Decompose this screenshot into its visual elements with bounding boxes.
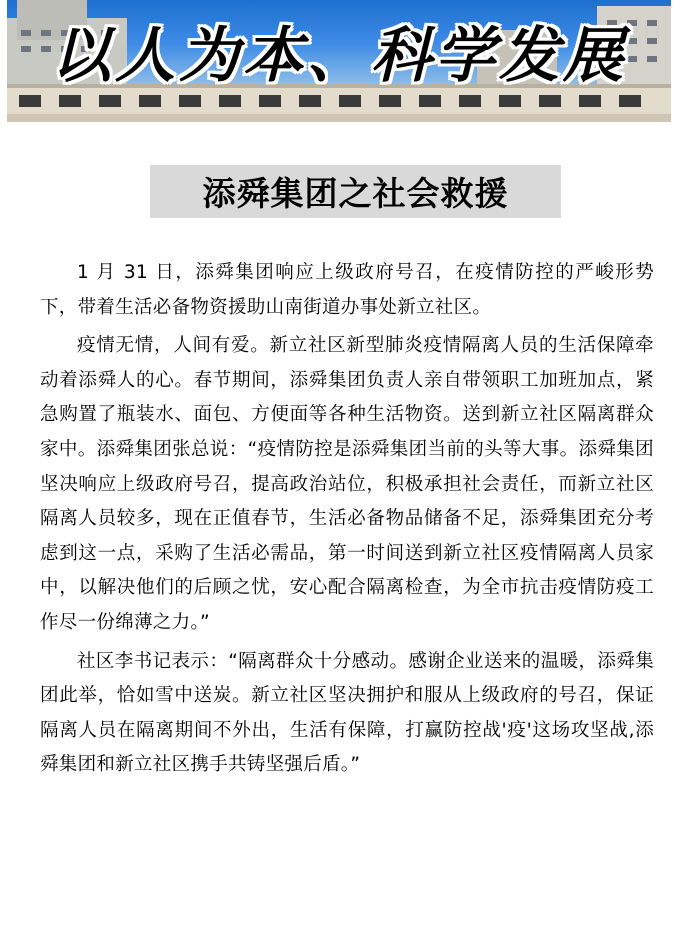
banner-slogan: 以人为本、科学发展 — [51, 21, 627, 91]
paragraph: 疫情无情，人间有爱。新立社区新型肺炎疫情隔离人员的生活保障牵动着添舜人的心。春节期间，添舜集团负责人亲自带领职工加班加点，紧急购置了瓶装水、面包、方便面等各种生活物资。送到新立社区隔离群众家中。添舜集团张总说：“疫情防控是添舜集团当前的头等大事。添舜集团坚决响应上级政府号召，提高政治站位，积极承担社会责任，而新立社区隔离人员较多，现在正值春节，生活必备物品储备不足，添舜集团充分考虑到这一点，采购了生活必需品，第一时间送到新立社区疫情隔离人员家中，以解决他们的后顾之忧，安心配合隔离检查，为全市抗击疫情防疫工作尽一份绵薄之力。” — [40, 335, 654, 633]
article-body — [40, 256, 654, 787]
article-title: 添舜集团之社会救援 — [202, 174, 509, 213]
article-title-box — [150, 165, 561, 218]
header-banner — [7, 0, 671, 122]
paragraph: 社区李书记表示：“隔离群众十分感动。感谢企业送来的温暖，添舜集团此举，恰如雪中送炭。新立社区坚决拥护和服从上级政府的号召，保证隔离人员在隔离期间不外出，生活有保障，打赢防控战'疫'这场攻坚战,添舜集团和新立社区携手共铸坚强后盾。” — [40, 650, 654, 776]
paragraph: 1 月 31 日，添舜集团响应上级政府号召，在疫情防控的严峻形势下，带着生活必备物资援助山南街道办事处新立社区。 — [40, 262, 654, 318]
